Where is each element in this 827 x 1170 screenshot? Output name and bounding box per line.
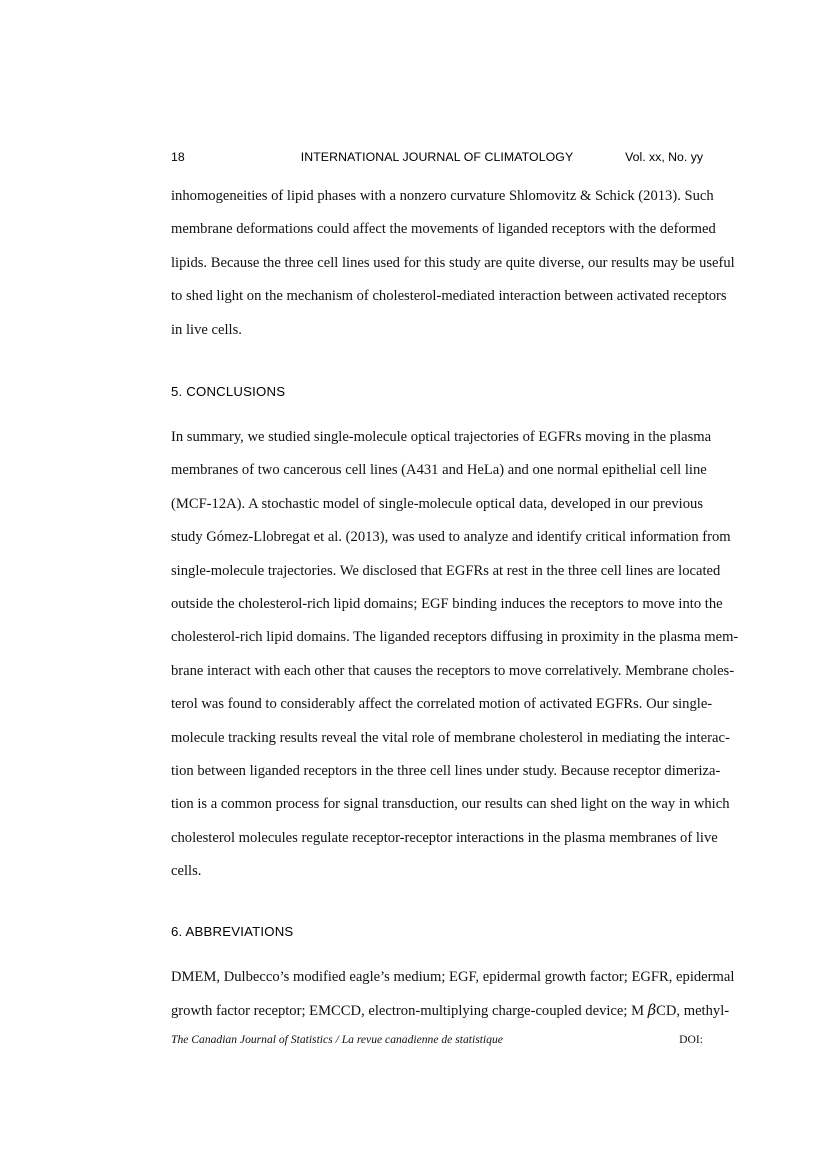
running-header xyxy=(171,148,703,166)
greek-beta-symbol: β xyxy=(647,1002,657,1020)
text-line: study Gómez-Llobregat et al. (2013), was used to analyze and identify critical information from xyxy=(171,529,731,546)
text-line: cholesterol-rich lipid domains. The liganded receptors diffusing in proximity in the plasma mem- xyxy=(171,629,739,646)
footer-doi: DOI: xyxy=(679,1033,703,1046)
text-line: tion between liganded receptors in the three cell lines under study. Because receptor dimeriza- xyxy=(171,763,721,780)
text-line: to shed light on the mechanism of cholesterol-mediated interaction between activated receptors xyxy=(171,288,727,305)
footer-journal-name: The Canadian Journal of Statistics / La revue canadienne de statistique xyxy=(171,1033,503,1046)
text-segment: CD, methyl- xyxy=(656,1003,730,1020)
text-line: single-molecule trajectories. We disclosed that EGFRs at rest in the three cell lines are located xyxy=(171,562,721,579)
text-line: cholesterol molecules regulate receptor-receptor interactions in the plasma membranes of live xyxy=(171,829,718,846)
volume-issue: Vol. xx, No. yy xyxy=(625,150,703,164)
paragraph-conclusions xyxy=(171,421,739,889)
text-line: brane interact with each other that causes the receptors to move correlatively. Membrane choles- xyxy=(171,662,735,679)
text-line: terol was found to considerably affect the correlated motion of activated EGFRs. Our single- xyxy=(171,696,713,713)
text-line: lipids. Because the three cell lines used for this study are quite diverse, our results may be useful xyxy=(171,254,735,271)
text-line: tion is a common process for signal transduction, our results can shed light on the way in which xyxy=(171,796,730,813)
text-line-with-beta xyxy=(171,994,730,1028)
page-number: 18 xyxy=(171,150,185,164)
text-line: In summary, we studied single-molecule optical trajectories of EGFRs moving in the plasma xyxy=(171,429,712,445)
paragraph-continued xyxy=(171,180,735,347)
text-line: membranes of two cancerous cell lines (A431 and HeLa) and one normal epithelial cell line xyxy=(171,462,707,479)
text-line: DMEM, Dulbecco’s modified eagle’s medium; EGF, epidermal growth factor; EGFR, epidermal xyxy=(171,969,735,985)
text-line: membrane deformations could affect the movements of liganded receptors with the deformed xyxy=(171,221,716,238)
text-segment: growth factor receptor; EMCCD, electron-multiplying charge-coupled device; M xyxy=(171,1003,648,1020)
paragraph-abbreviations xyxy=(171,961,735,1029)
text-line: molecule tracking results reveal the vital role of membrane cholesterol in mediating the interac- xyxy=(171,729,730,746)
text-line: inhomogeneities of lipid phases with a nonzero curvature Shlomovitz & Schick (2013). Such xyxy=(171,188,714,204)
text-line: (MCF-12A). A stochastic model of single-molecule optical data, developed in our previous xyxy=(171,495,703,512)
page-footer xyxy=(171,1031,703,1049)
journal-title: INTERNATIONAL JOURNAL OF CLIMATOLOGY xyxy=(300,150,574,164)
section-heading-abbreviations: 6. ABBREVIATIONS xyxy=(171,924,294,939)
text-line: outside the cholesterol-rich lipid domains; EGF binding induces the receptors to move into the xyxy=(171,596,723,613)
text-line: in live cells. xyxy=(171,321,242,338)
section-heading-conclusions: 5. CONCLUSIONS xyxy=(171,384,286,399)
text-line: cells. xyxy=(171,863,202,880)
